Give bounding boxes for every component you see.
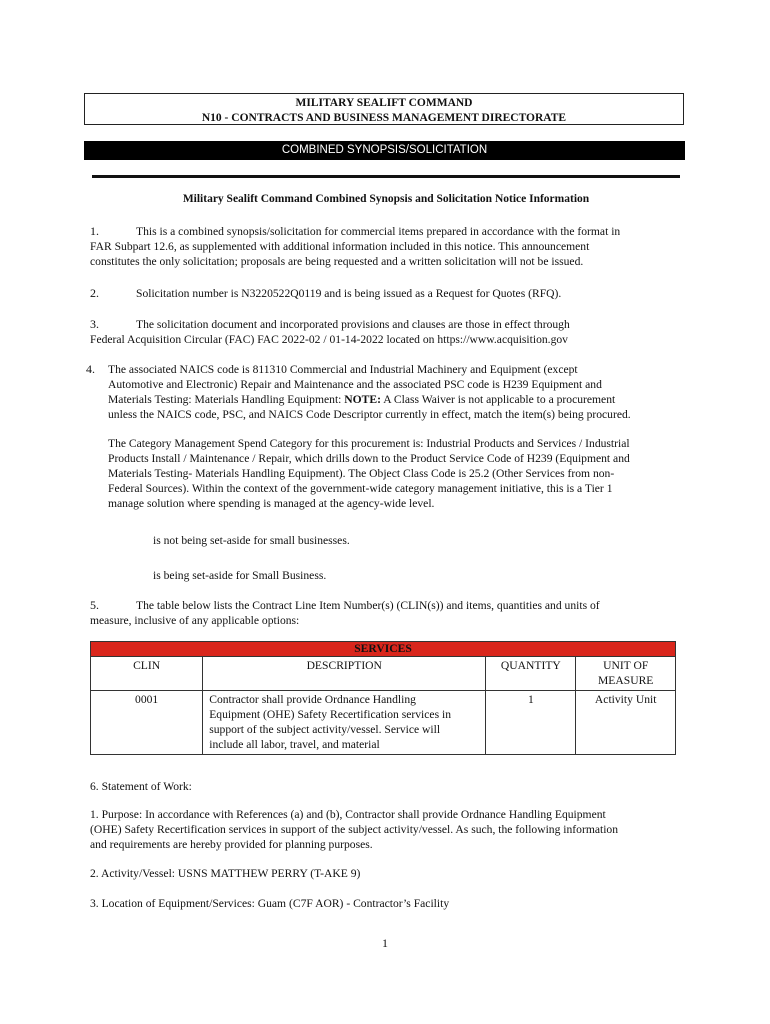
p4-line-3 <box>108 392 615 407</box>
services-table <box>90 641 676 755</box>
set-aside-small-business: is being set-aside for Small Business. <box>153 569 327 582</box>
page-number: 1 <box>382 936 388 950</box>
header-unit-of-measure <box>576 657 676 691</box>
notice-title: Military Sealift Command Combined Synopsis and Solicitation Notice Information <box>182 193 590 205</box>
table-title-row <box>91 642 676 657</box>
sow-1-line-3: and requirements are hereby provided for planning purposes. <box>90 838 373 851</box>
p1-line-2: FAR Subpart 12.6, as supplemented with additional information included in this notice. This announcement <box>90 240 590 253</box>
p1-line-1: This is a combined synopsis/solicitation for commercial items prepared in accordance with the format in <box>136 225 621 238</box>
p4-number: 4. <box>86 362 95 376</box>
p4-line-2: Automotive and Electronic) Repair and Maintenance and the associated PSC code is H239 Equipment and <box>108 378 602 391</box>
sow-1-line-1: 1. Purpose: In accordance with References (a) and (b), Contractor shall provide Ordnance Handling Equipment <box>90 808 606 821</box>
set-aside-not: is not being set-aside for small businesses. <box>153 534 350 547</box>
sow-title: 6. Statement of Work: <box>90 780 192 793</box>
p4-line-4: unless the NAICS code, PSC, and NAICS Code Descriptor currently in effect, match the item(s) being procured. <box>108 408 631 421</box>
p3-line-1: The solicitation document and incorporated provisions and clauses are those in effect through <box>136 318 570 331</box>
header-clin: CLIN <box>91 657 203 691</box>
p5-line-1: The table below lists the Contract Line Item Number(s) (CLIN(s)) and items, quantities and units of <box>136 599 600 612</box>
p5-number: 5. <box>90 598 99 612</box>
p4b-line-5: manage solution where spending is managed at the agency-wide level. <box>108 497 435 510</box>
row-desc-line-2: Equipment (OHE) Safety Recertification services in <box>209 707 451 721</box>
header-line-2: N10 - CONTRACTS AND BUSINESS MANAGEMENT DIRECTORATE <box>201 111 567 124</box>
horizontal-rule <box>92 175 680 178</box>
note-label: NOTE: <box>344 393 381 406</box>
p4b-line-4: Federal Sources). Within the context of the government-wide category management initiative, this is a Tier 1 <box>108 482 613 495</box>
p4b-line-2: Products Install / Maintenance / Repair, which drills down to the Product Service Code of H239 (Equipment and <box>108 452 630 465</box>
table-row <box>91 690 676 754</box>
p5-line-2: measure, inclusive of any applicable options: <box>90 614 300 627</box>
row-desc-line-1: Contractor shall provide Ordnance Handling <box>209 692 416 706</box>
header-unit-line-1: UNIT OF <box>603 659 649 672</box>
header-unit-line-2: MEASURE <box>597 674 654 688</box>
sow-3: 3. Location of Equipment/Services: Guam (C7F AOR) - Contractor’s Facility <box>90 897 450 910</box>
header-quantity: QUANTITY <box>486 657 576 691</box>
table-title: SERVICES <box>91 642 676 657</box>
p2-number: 2. <box>90 286 99 300</box>
table-header-row <box>91 657 676 691</box>
p4-line-3-start: Materials Testing: Materials Handling Equipment: <box>108 393 345 406</box>
p1-line-3: constitutes the only solicitation; proposals are being requested and a written solicitation will not be issued. <box>90 255 584 268</box>
p2-line-1: Solicitation number is N3220522Q0119 and is being issued as a Request for Quotes (RFQ). <box>136 287 562 300</box>
row-quantity: 1 <box>486 690 576 754</box>
p1-number: 1. <box>90 224 99 238</box>
p4-line-1: The associated NAICS code is 811310 Commercial and Industrial Machinery and Equipment (except <box>108 363 578 376</box>
p4b-line-1: The Category Management Spend Category for this procurement is: Industrial Products and Services / Industrial <box>108 437 630 450</box>
sow-1-line-2: (OHE) Safety Recertification services in support of the subject activity/vessel. As such, the following information <box>90 823 619 836</box>
sow-2: 2. Activity/Vessel: USNS MATTHEW PERRY (T-AKE 9) <box>90 867 361 880</box>
row-desc-line-4: include all labor, travel, and material <box>209 738 380 752</box>
row-description <box>203 690 486 754</box>
p4-line-3-rest: A Class Waiver is not applicable to a procurement <box>381 393 616 406</box>
row-clin: 0001 <box>91 690 203 754</box>
row-desc-line-3: support of the subject activity/vessel. Service will <box>209 723 441 737</box>
header-description: DESCRIPTION <box>203 657 486 691</box>
directorate-header-box <box>84 93 684 125</box>
p4b-line-3: Materials Testing- Materials Handling Equipment). The Object Class Code is 25.2 (Other Services from non- <box>108 467 615 480</box>
row-unit: Activity Unit <box>576 690 676 754</box>
p3-number: 3. <box>90 317 99 331</box>
p3-line-2: Federal Acquisition Circular (FAC) FAC 2022-02 / 01-14-2022 located on https://www.acquisition.gov <box>90 333 568 346</box>
synopsis-banner: COMBINED SYNOPSIS/SOLICITATION <box>84 141 685 160</box>
header-line-1: MILITARY SEALIFT COMMAND <box>295 97 473 109</box>
